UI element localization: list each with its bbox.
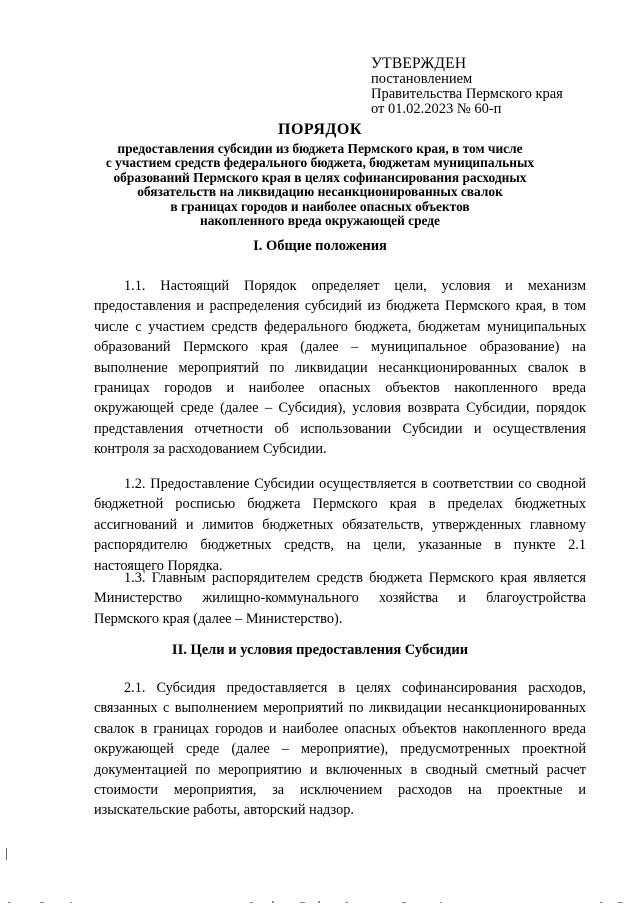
section-1-title: I. Общие положения	[253, 238, 387, 254]
document-title: ПОРЯДОК	[278, 121, 362, 138]
paragraph-2-1: 2.1. Субсидия предоставляется в целях софинансирования расходов, связанных с выполнением мероприятий по ликвидации несанкционированных свалок в границах городов и наиболее опасных объектов накопленного вреда окружающей среде (далее – мероприятие), предусмотренных проектной документацией по мероприятию и включенных в сводный сметный расчет стоимости мероприятия, за исключением расходов на проектные и изыскательские работы, авторский надзор.	[94, 680, 586, 819]
section-2-title: II. Цели и условия предоставления Субсидии	[171, 642, 469, 658]
scan-noise-icon	[0, 898, 640, 908]
subtitle-line: образований Пермского края в целях софинансирования расходных	[113, 169, 527, 185]
approval-line-2: Правительства Пермского края	[371, 86, 563, 102]
scan-bottom-artifact	[0, 895, 640, 905]
scan-edge-mark	[6, 848, 7, 860]
subtitle-line: предоставления субсидии из бюджета Пермского края, в том числе	[117, 141, 523, 156]
paragraph-1-3: 1.3. Главным распорядителем средств бюджета Пермского края является Министерство жилищно-коммунального хозяйства и благоустройства Пермского края (далее – Министерство).	[94, 570, 586, 627]
subtitle-line: в границах городов и наиболее опасных объектов	[170, 198, 470, 214]
subtitle-line: обязательств на ликвидацию несанкционированных свалок	[137, 184, 503, 200]
subtitle-line: накопленного вреда окружающей среде	[199, 213, 441, 229]
approval-line-1: постановлением	[371, 71, 473, 87]
subtitle-line: с участием средств федерального бюджета, бюджетам муниципальных	[105, 155, 535, 171]
approval-heading: УТВЕРЖДЕН	[371, 55, 467, 72]
approval-stamp	[371, 55, 611, 117]
paragraph-1-2: 1.2. Предоставление Субсидии осуществляется в соответствии со сводной бюджетной росписью бюджета Пермского края в пределах бюджетных ассигнований и лимитов бюджетных обязательств, утвержденных главному распорядителю бюджетных средств, на цели, указанные в пункте 2.1 настоящего Порядка.	[94, 476, 586, 574]
document-subtitle	[70, 142, 570, 228]
approval-line-3: от 01.02.2023 № 60-п	[371, 101, 502, 117]
paragraph-1-1: 1.1. Настоящий Порядок определяет цели, условия и механизм предоставления и распределения субсидий из бюджета Пермского края, в том числе с участием средств федерального бюджета, бюджетам муниципальных образований Пермского края (далее – муниципальное образование) на выполнение мероприятий по ликвидации несанкционированных свалок в границах городов и наиболее опасных объектов накопленного вреда окружающей среде (далее – Субсидия), условия возврата Субсидии, порядок представления отчетности об использовании Субсидии и осуществления контроля за расходованием Субсидии.	[94, 278, 586, 458]
